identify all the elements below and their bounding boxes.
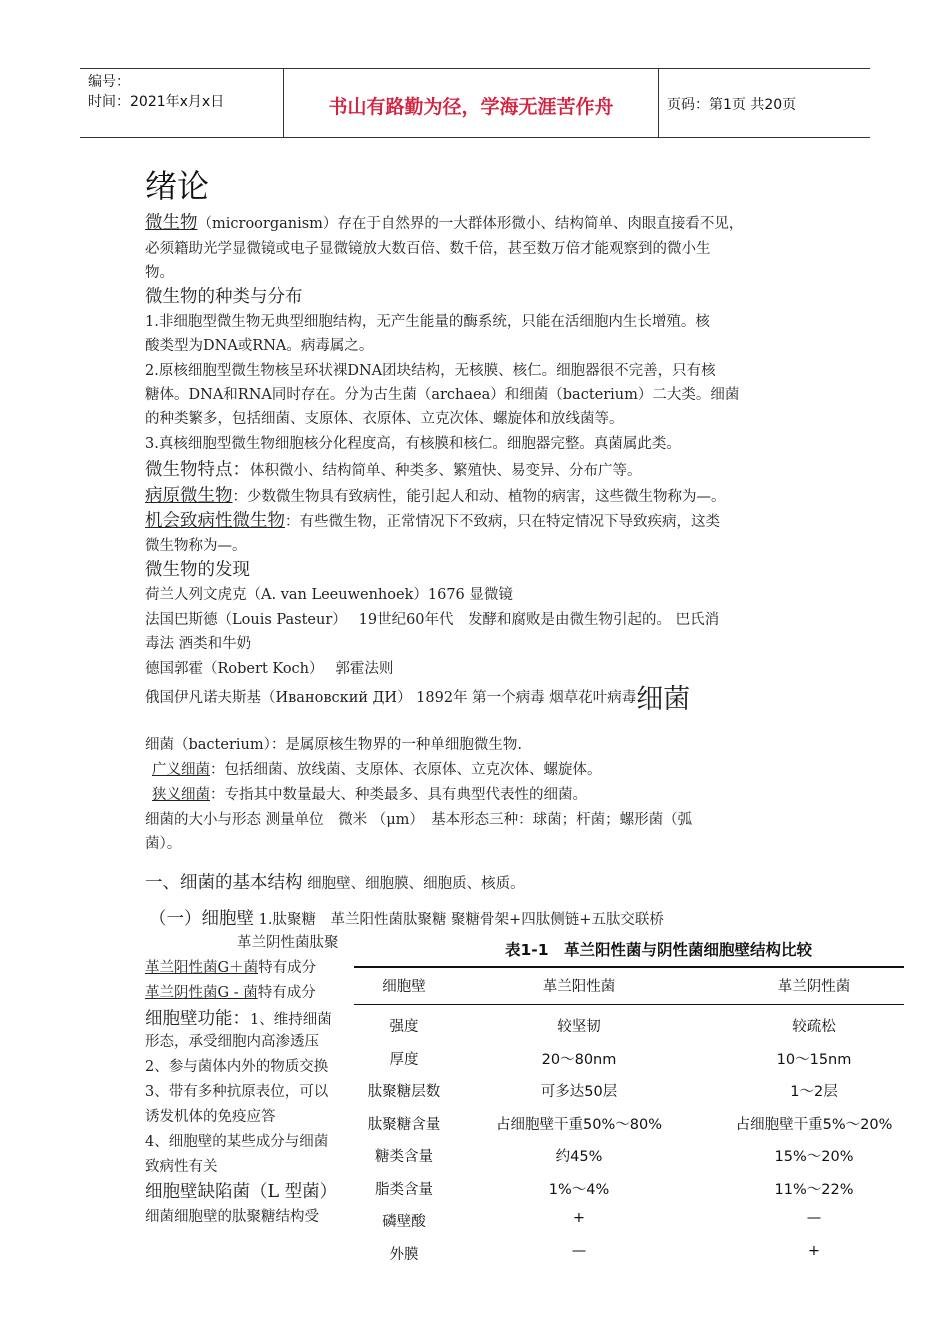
microorganism-term: 微生物 [145, 213, 198, 233]
gpos-term: 革兰阳性菌G＋菌 [145, 960, 259, 976]
features-heading: 微生物特点： [145, 460, 250, 480]
wall-line-2: 革兰阴性菌肽聚 [237, 935, 339, 951]
type2-line-1: 2.原核细胞型微生物核呈环状裸DNA团块结构，无核膜、核仁。细胞器很不完善，只有核 [145, 363, 716, 379]
microorganism-line-1 [145, 211, 743, 235]
table-cell: 1%～4% [548, 1181, 610, 1198]
ivanovsky-text: 俄国伊凡诺夫斯基（Ивановский ДИ） 1892年 第一个病毒 烟草花叶病毒 [145, 690, 637, 706]
broad-line [152, 760, 602, 780]
gpos-text: 特有成分 [258, 960, 317, 976]
gpos-line [145, 958, 316, 978]
bacteria-definition: 细菌（bacterium）：是属原核生物界的一种单细胞微生物. [145, 737, 522, 753]
lform-text: 细菌细胞壁的肽聚糖结构受 [145, 1209, 319, 1225]
function-3a: 3、带有多种抗原表位，可以 [145, 1084, 329, 1100]
table-row [354, 1073, 904, 1105]
function-4a: 4、细胞壁的某些成分与细菌 [145, 1134, 329, 1150]
table-row [354, 1236, 904, 1268]
header-page [659, 69, 870, 137]
table-row [354, 1171, 904, 1203]
table-cell: 脂类含量 [375, 1181, 433, 1198]
microorganism-line-3: 物。 [145, 265, 174, 281]
table-cell: 15%～20% [774, 1149, 854, 1165]
discovery-pasteur-1: 法国巴斯德（Louis Pasteur） 19世纪60年代 发酵和腐败是由微生物引起的。 巴氏消 [145, 612, 720, 628]
table-cell: 肽聚糖层数 [367, 1084, 441, 1100]
broad-text: ：包括细菌、放线菌、支原体、衣原体、立克次体、螺旋体。 [210, 762, 602, 778]
type2-line-2: 糖体。DNA和RNA同时存在。分为古生菌（archaea）和细菌（bacterium）二大类。细菌 [145, 387, 740, 403]
function-1a: 1、维持细菌 [250, 1012, 332, 1028]
table-row [354, 1106, 904, 1138]
number-label: 编号： [88, 74, 130, 90]
table-header-cell: 革兰阴性菌 [777, 979, 851, 995]
table-cell: 磷壁酸 [382, 1214, 426, 1230]
motto-text: 书山有路勤为径，学海无涯苦作舟 [328, 96, 614, 118]
discovery-leeuwenhoek: 荷兰人列文虎克（A. van Leeuwenhoek）1676 显微镜 [145, 587, 513, 603]
table-cell: 较疏松 [792, 1019, 836, 1035]
table-cell: 10～15nm [776, 1051, 852, 1068]
table-cell: 占细胞壁干重50%～80% [496, 1116, 662, 1133]
opportunist-text-1: ：有些微生物，正常情况下不致病，只在特定情况下导致疾病，这类 [285, 514, 720, 530]
gneg-line [145, 983, 316, 1003]
discovery-heading: 微生物的发现 [145, 560, 250, 580]
wall-text-1: 1.肽聚糖 革兰阳性菌肽聚糖 聚糖骨架+四肽侧链+五肽交联桥 [258, 912, 664, 928]
function-4b: 致病性有关 [145, 1159, 218, 1175]
pathogen-term: 病原微生物 [145, 486, 233, 506]
table-cell: 占细胞壁干重5%～20% [735, 1116, 893, 1133]
table-row [354, 1041, 904, 1073]
page-title: 绪论 [145, 167, 210, 205]
date-label: 时间：2021年x月x日 [88, 94, 225, 110]
gneg-text: 特有成分 [257, 985, 316, 1001]
table-cell: 20～80nm [541, 1051, 617, 1068]
structure-line [145, 871, 525, 895]
table-row [354, 1008, 904, 1040]
function-3b: 诱发机体的免疫应答 [145, 1109, 276, 1125]
narrow-term: 狭义细菌 [152, 787, 210, 803]
pathogen-line [145, 484, 726, 508]
table-cell: 厚度 [389, 1051, 419, 1068]
broad-term: 广义细菌 [152, 762, 210, 778]
microorganism-line-2: 必须籍助光学显微镜或电子显微镜放大数百倍、数千倍，甚至数万倍才能观察到的微小生 [145, 241, 711, 257]
size-line-2: 菌）。 [145, 836, 182, 852]
pathogen-text: ：少数微生物具有致病性，能引起人和动、植物的病害，这些微生物称为—。 [232, 489, 726, 505]
wall-heading: （一）细胞壁 [149, 909, 254, 929]
table-cell: 外膜 [389, 1246, 419, 1263]
function-heading: 细胞壁功能： [145, 1009, 250, 1029]
structure-list: 细胞壁、细胞膜、细胞质、核质。 [307, 876, 525, 892]
features-line [145, 458, 642, 482]
page-number: 页码：第1页 共20页 [667, 97, 797, 113]
table-cell: + [572, 1210, 586, 1226]
table-header-row [354, 968, 904, 1000]
table-row [354, 1138, 904, 1170]
table-cell: 肽聚糖含量 [367, 1116, 441, 1133]
narrow-line [152, 785, 587, 805]
opportunist-line-1 [145, 509, 720, 533]
bacteria-chapter-title: 细菌 [636, 684, 691, 715]
table-cell: 11%～22% [774, 1181, 854, 1198]
discovery-ivanovsky [145, 684, 691, 715]
table-cell: 较坚韧 [557, 1019, 601, 1035]
table-cell: 强度 [389, 1019, 419, 1035]
comparison-table [354, 966, 904, 1268]
function-line-1 [145, 1007, 332, 1031]
header-motto [284, 69, 659, 137]
table-cell: — [571, 1242, 587, 1259]
function-1b: 形态，承受细胞内高渗透压 [145, 1034, 319, 1050]
lform-heading: 细胞壁缺陷菌（L 型菌） [145, 1182, 338, 1202]
table-header-cell: 细胞壁 [382, 979, 426, 995]
function-2: 2、参与菌体内外的物质交换 [145, 1059, 329, 1075]
discovery-pasteur-2: 毒法 酒类和牛奶 [145, 636, 252, 652]
header-meta [80, 69, 284, 137]
table-title: 表1-1 革兰阳性菌与阴性菌细胞壁结构比较 [505, 941, 813, 959]
opportunist-line-2: 微生物称为—。 [145, 538, 247, 554]
table-cell: 约45% [555, 1149, 603, 1165]
table-cell: 糖类含量 [375, 1149, 433, 1165]
table-cell: 1～2层 [790, 1084, 838, 1100]
table-row [354, 1203, 904, 1235]
table-header-rule [354, 1004, 904, 1005]
features-text: 体积微小、结构简单、种类多、繁殖快、易变异、分布广等。 [250, 463, 642, 479]
type1-line-1: 1.非细胞型微生物无典型细胞结构，无产生能量的酶系统，只能在活细胞内生长增殖。核 [145, 314, 710, 330]
discovery-koch: 德国郭霍（Robert Koch） 郭霍法则 [145, 661, 394, 677]
narrow-text: ：专指其中数量最大、种类最多、具有典型代表性的细菌。 [210, 787, 587, 803]
table-cell: 可多达50层 [540, 1084, 618, 1100]
structure-heading: 一、细菌的基本结构 [145, 873, 303, 893]
opportunist-term: 机会致病性微生物 [145, 511, 285, 531]
size-line-1: 细菌的大小与形态 测量单位 微米 （μm） 基本形态三种：球菌；杆菌；螺形菌（弧 [145, 812, 693, 828]
page-header [80, 68, 870, 138]
type1-line-2: 酸类型为DNA或RNA。病毒属之。 [145, 338, 374, 354]
table-cell: + [807, 1242, 821, 1259]
microorganism-def-1: （microorganism）存在于自然界的一大群体形微小、结构简单、肉眼直接看不见， [197, 216, 744, 232]
types-heading: 微生物的种类与分布 [145, 287, 303, 307]
type3-line-1: 3.真核细胞型微生物细胞核分化程度高，有核膜和核仁。细胞器完整。真菌属此类。 [145, 436, 681, 452]
gneg-term: 革兰阴性菌G - 菌 [145, 985, 258, 1001]
type2-line-3: 的种类繁多，包括细菌、支原体、衣原体、立克次体、螺旋体和放线菌等。 [145, 411, 624, 427]
table-cell: — [806, 1210, 822, 1226]
table-header-cell: 革兰阳性菌 [542, 979, 616, 995]
